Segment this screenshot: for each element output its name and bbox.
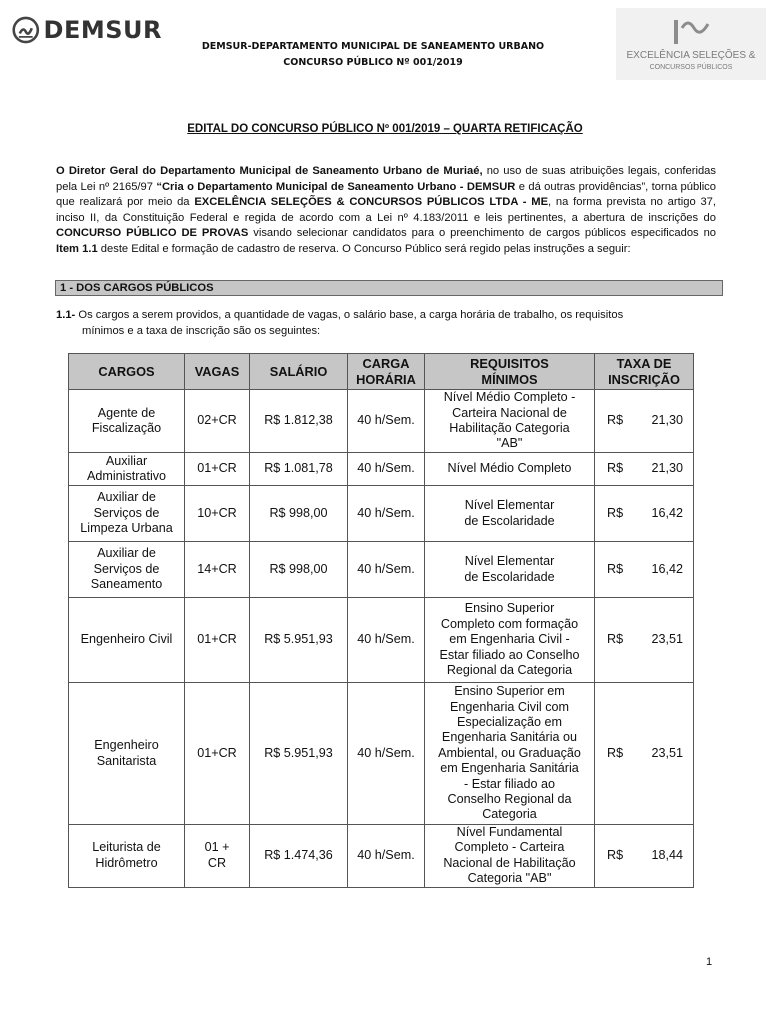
taxa-currency: R$ xyxy=(607,461,624,476)
requisitos-line: - Estar filiado ao xyxy=(464,776,555,791)
vagas-line: 01+CR xyxy=(197,632,237,647)
requisitos-cell xyxy=(425,825,595,888)
cargo-cell xyxy=(69,390,185,453)
requisitos-line: Ambiental, ou Graduação xyxy=(438,745,581,760)
requisitos-line: "AB" xyxy=(496,436,523,451)
demsur-logo-icon xyxy=(12,14,40,46)
salario-cell: R$ 998,00 xyxy=(250,542,348,598)
requisitos-line: Categoria "AB" xyxy=(467,871,552,886)
taxa-value xyxy=(597,848,691,863)
taxa-currency: R$ xyxy=(607,745,624,760)
vagas-cell xyxy=(185,598,250,683)
requisitos-cell xyxy=(425,542,595,598)
cargo-line: Administrativo xyxy=(86,469,167,483)
requisitos-cell xyxy=(425,598,595,683)
requisitos-line: em Engenharia Civil - xyxy=(449,632,570,647)
carga-cell: 40 h/Sem. xyxy=(348,390,425,453)
taxa-cell xyxy=(595,486,694,542)
table-row xyxy=(69,683,694,825)
header-contest: CONCURSO PÚBLICO Nº 001/2019 xyxy=(283,57,463,68)
requisitos-line: de Escolaridade xyxy=(464,569,555,584)
vagas-cell xyxy=(185,453,250,486)
requisitos-line: Ensino Superior em xyxy=(454,684,565,699)
requisitos-line: Nível Elementar xyxy=(464,554,555,569)
cargo-line: Hidrômetro xyxy=(95,855,158,870)
cargo-line: Limpeza Urbana xyxy=(80,521,173,536)
header-taxa xyxy=(595,354,694,390)
cargo-cell xyxy=(69,453,185,486)
vagas-cell xyxy=(185,390,250,453)
demsur-logo-text: DEMSUR xyxy=(43,16,162,44)
section-heading: 1 - DOS CARGOS PÚBLICOS xyxy=(55,280,723,296)
cargo-cell xyxy=(69,486,185,542)
salario-cell: R$ 1.474,36 xyxy=(250,825,348,888)
requisitos-line: Nível Fundamental xyxy=(456,825,563,839)
excelencia-logo-line2: CONCURSOS PÚBLICOS xyxy=(649,64,733,71)
vagas-line: 14+CR xyxy=(197,561,237,576)
carga-cell: 40 h/Sem. xyxy=(348,683,425,825)
taxa-amount: 18,44 xyxy=(651,848,683,863)
excelencia-logo-line1: EXCELÊNCIA SELEÇÕES & xyxy=(626,50,756,61)
salario-cell: R$ 1.081,78 xyxy=(250,453,348,486)
vagas-line: CR xyxy=(207,855,227,870)
taxa-value xyxy=(597,632,691,647)
cargo-line: Agente de xyxy=(97,405,156,420)
taxa-cell xyxy=(595,453,694,486)
taxa-cell xyxy=(595,825,694,888)
taxa-currency: R$ xyxy=(607,505,624,520)
salario-cell: R$ 1.812,38 xyxy=(250,390,348,453)
requisitos-line: Engenharia Sanitária ou xyxy=(441,730,578,745)
requisitos-line: em Engenharia Sanitária xyxy=(440,761,579,776)
requisitos-line: Regional da Categoria xyxy=(446,663,573,678)
table-row xyxy=(69,486,694,542)
requisitos-line: Nível Médio Completo - xyxy=(443,390,576,405)
header-requisitos-line: REQUISITOS xyxy=(470,356,549,372)
vagas-cell xyxy=(185,486,250,542)
cargo-line: Serviços de xyxy=(93,505,160,520)
taxa-cell xyxy=(595,598,694,683)
header-cargos: CARGOS xyxy=(69,354,185,390)
document-title: EDITAL DO CONCURSO PÚBLICO Nº 001/2019 – QUARTA RETIFICAÇÃO xyxy=(187,123,583,135)
intro-text-3: , na forma prevista no artigo 37, inciso II, da Constituição Federal e regida de acordo com a Lei nº 4.183/2011 e leis pertinentes, a abertura de inscrições do xyxy=(56,196,716,224)
taxa-cell xyxy=(595,390,694,453)
taxa-cell xyxy=(595,542,694,598)
cargo-cell xyxy=(69,542,185,598)
requisitos-line: Nível Elementar xyxy=(464,498,555,513)
intro-text-1: no uso de suas atribuições legais, conferidas pela Lei nº 2165/97 xyxy=(56,165,716,193)
vagas-line: 01 + xyxy=(204,840,230,855)
taxa-currency: R$ xyxy=(607,413,624,428)
taxa-currency: R$ xyxy=(607,848,624,863)
intro-text-5: deste Edital e formação de cadastro de reserva. O Concurso Público será regido pelas instruções a seguir: xyxy=(97,242,631,255)
table-row xyxy=(69,390,694,453)
cargo-cell xyxy=(69,598,185,683)
requisitos-line: Nacional de Habilitação xyxy=(443,855,576,870)
salario-cell: R$ 5.951,93 xyxy=(250,598,348,683)
requisitos-cell xyxy=(425,453,595,486)
requisitos-line: de Escolaridade xyxy=(464,513,555,528)
requisitos-line: Carteira Nacional de xyxy=(452,405,567,420)
intro-bold-4: CONCURSO PÚBLICO DE PROVAS xyxy=(56,227,249,240)
carga-cell: 40 h/Sem. xyxy=(348,486,425,542)
table-header-row xyxy=(69,354,694,390)
requisitos-line: Engenharia Civil com xyxy=(450,699,569,714)
taxa-currency: R$ xyxy=(607,561,624,576)
intro-bold-2: “Cria o Departamento Municipal de Saneamento Urbano - DEMSUR xyxy=(156,180,516,193)
carga-cell: 40 h/Sem. xyxy=(348,453,425,486)
excelencia-logo xyxy=(616,8,766,80)
vagas-cell xyxy=(185,683,250,825)
page-number: 1 xyxy=(706,956,713,968)
requisitos-line: Especialização em xyxy=(457,714,562,729)
table-row xyxy=(69,453,694,486)
table-row xyxy=(69,542,694,598)
cargos-table xyxy=(68,353,694,888)
excelencia-logo-icon xyxy=(616,12,766,52)
vagas-cell xyxy=(185,825,250,888)
header-carga xyxy=(348,354,425,390)
taxa-value xyxy=(597,413,691,428)
requisitos-cell xyxy=(425,486,595,542)
cargo-line: Saneamento xyxy=(90,577,163,592)
header-department: DEMSUR-DEPARTAMENTO MUNICIPAL DE SANEAMENTO URBANO xyxy=(201,41,545,52)
cargo-line: Auxiliar de xyxy=(97,546,156,561)
carga-cell: 40 h/Sem. xyxy=(348,598,425,683)
requisitos-line: Conselho Regional da xyxy=(447,792,572,807)
cargo-line: Serviços de xyxy=(93,561,160,576)
intro-bold-1: O Diretor Geral do Departamento Municipal de Saneamento Urbano de Muriaé, xyxy=(56,165,483,177)
salario-cell: R$ 998,00 xyxy=(250,486,348,542)
table-row xyxy=(69,825,694,888)
header-taxa-line: INSCRIÇÃO xyxy=(608,371,680,387)
carga-cell: 40 h/Sem. xyxy=(348,825,425,888)
cargo-line: Engenheiro Civil xyxy=(80,632,173,647)
taxa-currency: R$ xyxy=(607,632,624,647)
table-row xyxy=(69,598,694,683)
vagas-line: 10+CR xyxy=(197,505,237,520)
intro-paragraph xyxy=(56,164,716,258)
requisitos-line: Ensino Superior xyxy=(464,601,555,616)
item-text-line2: mínimos e a taxa de inscrição são os seguintes: xyxy=(82,324,321,337)
item-text-line1: Os cargos a serem providos, a quantidade de vagas, o salário base, a carga horária de trabalho, os requisitos xyxy=(75,309,624,321)
taxa-value xyxy=(597,506,691,521)
header-requisitos xyxy=(425,354,595,390)
vagas-line: 02+CR xyxy=(197,413,237,428)
item-1-1 xyxy=(56,308,716,339)
cargo-line: Sanitarista xyxy=(96,753,157,768)
intro-bold-5: Item 1.1 xyxy=(56,242,98,255)
cargo-line: Engenheiro xyxy=(94,738,159,753)
cargo-line: Leiturista de xyxy=(92,840,161,855)
taxa-amount: 16,42 xyxy=(651,505,683,520)
taxa-amount: 23,51 xyxy=(651,745,683,760)
intro-text-4: visando selecionar candidatos para o preenchimento de cargos públicos especificados no xyxy=(248,227,717,240)
taxa-amount: 21,30 xyxy=(651,461,683,476)
demsur-logo xyxy=(12,12,162,48)
item-number: 1.1- xyxy=(56,309,76,321)
vagas-cell xyxy=(185,542,250,598)
header-carga-line: CARGA xyxy=(362,356,410,372)
cargo-cell xyxy=(69,825,185,888)
requisitos-line: Completo com formação xyxy=(440,616,579,631)
taxa-value xyxy=(597,746,691,761)
header-vagas: VAGAS xyxy=(185,354,250,390)
requisitos-line: Habilitação Categoria xyxy=(449,421,570,435)
intro-text-2: e dá outras providências”, torna público que realizará por meio da xyxy=(56,180,716,209)
taxa-amount: 21,30 xyxy=(651,413,683,428)
requisitos-line: Categoria xyxy=(482,807,537,822)
cargo-line: Auxiliar xyxy=(105,453,148,468)
requisitos-line: Completo - Carteira xyxy=(454,840,565,855)
carga-cell: 40 h/Sem. xyxy=(348,542,425,598)
requisitos-cell xyxy=(425,683,595,825)
requisitos-line: Nível Médio Completo xyxy=(447,461,572,476)
cargo-line: Auxiliar de xyxy=(97,490,156,505)
taxa-cell xyxy=(595,683,694,825)
taxa-value xyxy=(597,461,691,476)
vagas-line: 01+CR xyxy=(197,461,237,476)
cargo-line: Fiscalização xyxy=(91,421,162,435)
header-carga-line: HORÁRIA xyxy=(356,371,416,387)
requisitos-cell xyxy=(425,390,595,453)
cargo-cell xyxy=(69,683,185,825)
taxa-value xyxy=(597,562,691,577)
header-taxa-line: TAXA DE xyxy=(616,356,672,372)
salario-cell: R$ 5.951,93 xyxy=(250,683,348,825)
taxa-amount: 23,51 xyxy=(651,632,683,647)
taxa-amount: 16,42 xyxy=(651,561,683,576)
header-requisitos-line: MÍNIMOS xyxy=(481,371,538,387)
header-salario: SALÁRIO xyxy=(250,354,348,390)
requisitos-line: Estar filiado ao Conselho xyxy=(439,647,580,662)
intro-bold-3: EXCELÊNCIA SELEÇÕES & CONCURSOS PÚBLICOS LTDA - ME xyxy=(194,196,549,209)
vagas-line: 01+CR xyxy=(197,745,237,760)
